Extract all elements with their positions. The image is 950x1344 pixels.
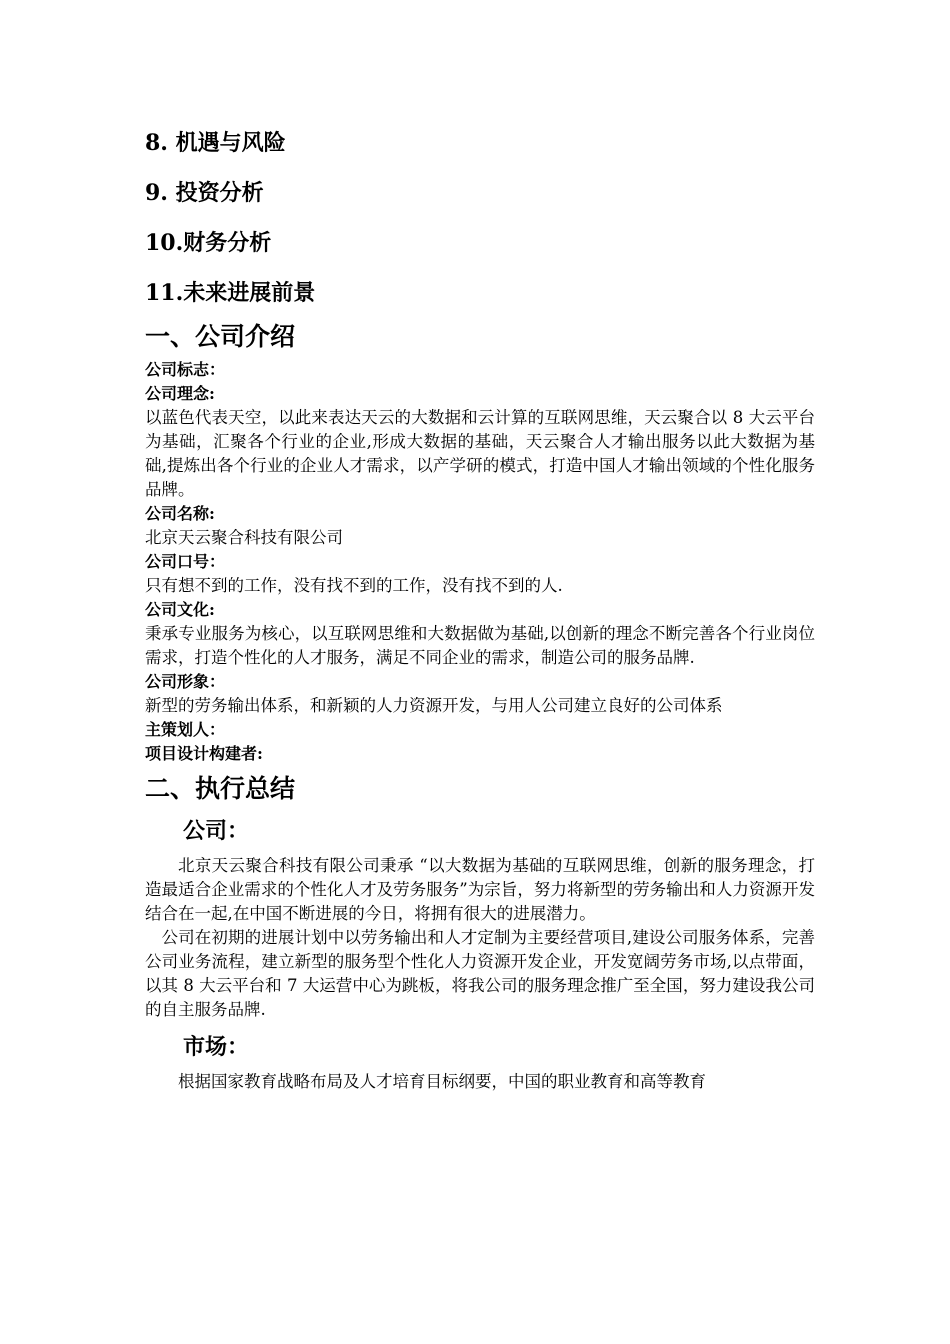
company-image-text: 新型的劳务输出体系，和新颖的人力资源开发，与用人公司建立良好的公司体系 (145, 696, 723, 715)
company-philosophy-text: 以蓝色代表天空，以此来表达天云的大数据和云计算的互联网思维，天云聚合以 8 大云平台为基础，汇聚各个行业的企业,形成大数据的基础，天云聚合人才输出服务以此大数据为基础,提炼出各个行业的企业人才需求，以产学研的模式，打造中国人才输出领域的个性化服务品牌。 (145, 408, 815, 499)
company-name-text: 北京天云聚合科技有限公司 (145, 528, 343, 547)
company-image-label: 公司形象： (145, 672, 226, 691)
market-paragraph-1: 根据国家教育战略布局及人才培育目标纲要，中国的职业教育和高等教育 (178, 1072, 706, 1091)
section-title-executive-summary: 二、执行总结 (145, 774, 296, 803)
company-philosophy-label: 公司理念: (145, 384, 215, 403)
project-designer-label: 项目设计构建者: (145, 744, 263, 763)
company-summary-paragraph-1: 北京天云聚合科技有限公司秉承 “以大数据为基础的互联网思维，创新的服务理念，打造最适合企业需求的个性化人才及劳务服务”为宗旨，努力将新型的劳务输出和人力资源开发结合在一起,在中国不断进展的今日，将拥有很大的进展潜力。 (145, 856, 815, 923)
subsection-title-company: 公司： (183, 818, 250, 844)
company-name-label: 公司名称: (145, 504, 215, 523)
company-culture-label: 公司文化: (145, 600, 215, 619)
section-title-company-intro: 一、公司介绍 (145, 322, 296, 351)
subsection-title-market: 市场： (183, 1034, 250, 1060)
toc-item-investment: 9. 投资分析 (145, 180, 264, 206)
company-summary-paragraph-2: 公司在初期的进展计划中以劳务输出和人才定制为主要经营项目,建设公司服务体系，完善公司业务流程，建立新型的服务型个性化人力资源开发企业，开发宽阔劳务市场,以点带面，以其 8 大云平台和 7 大运营中心为跳板，将我公司的服务理念推广至全国，努力建设我公司的自主服务品牌. (145, 928, 815, 1019)
company-culture-text: 秉承专业服务为核心，以互联网思维和大数据做为基础,以创新的理念不断完善各个行业岗位需求，打造个性化的人才服务，满足不同企业的需求，制造公司的服务品牌. (145, 624, 815, 667)
company-slogan-label: 公司口号： (145, 552, 226, 571)
toc-item-prospects: 11.未来进展前景 (145, 280, 316, 306)
chief-planner-label: 主策划人： (145, 720, 226, 739)
document-content (145, 128, 815, 1094)
company-logo-label: 公司标志： (145, 360, 226, 379)
toc-item-risks: 8. 机遇与风险 (145, 130, 286, 156)
toc-item-finance: 10.财务分析 (145, 230, 272, 256)
company-slogan-text: 只有想不到的工作，没有找不到的工作，没有找不到的人. (145, 576, 563, 595)
